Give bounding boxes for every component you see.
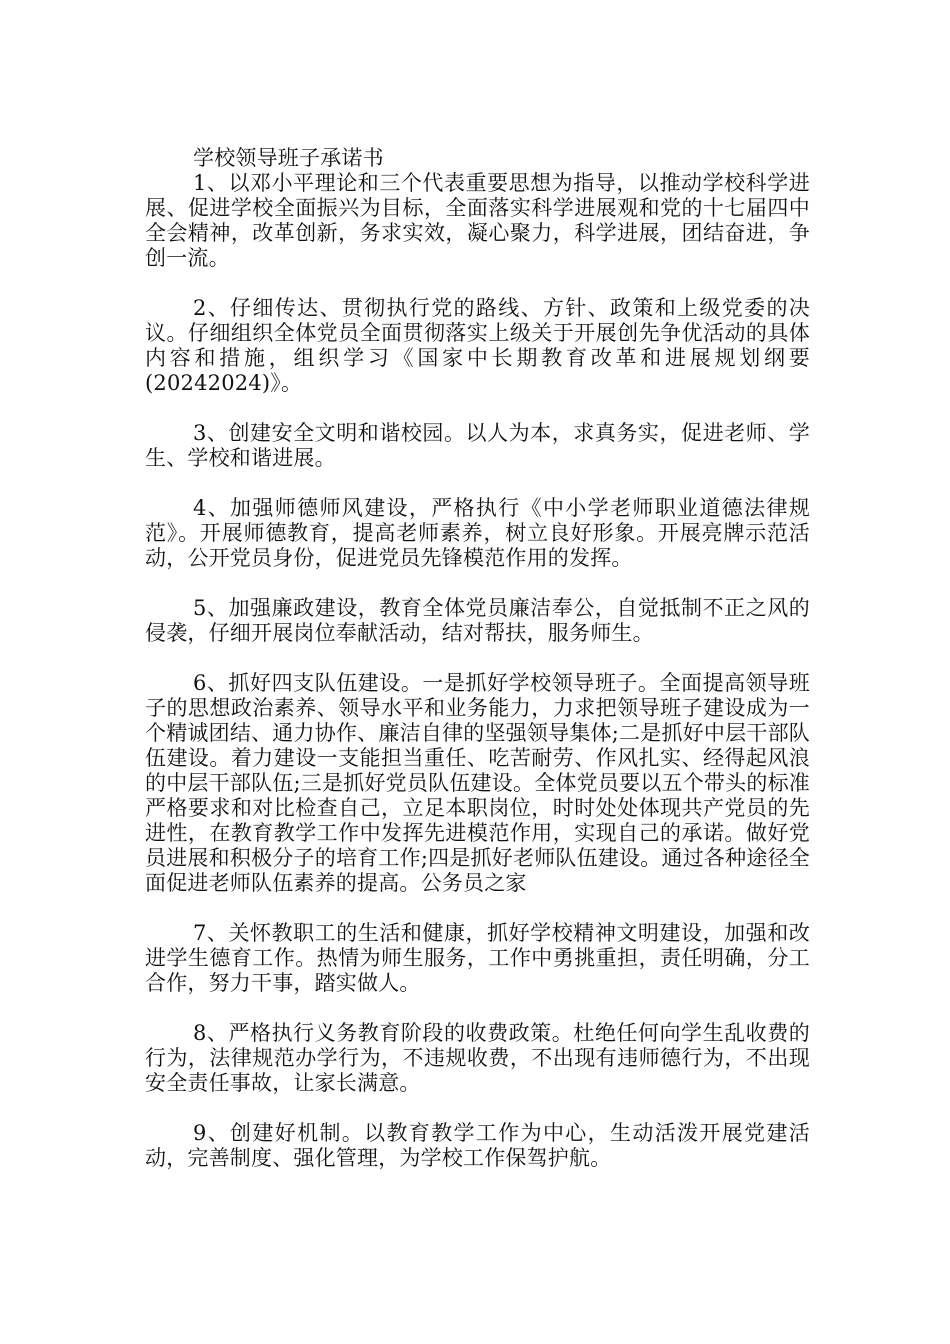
paragraph-6: 6、抓好四支队伍建设。一是抓好学校领导班子。全面提高领导班子的思想政治素养、领导水平和业务能力，力求把领导班子建设成为一个精诚团结、通力协作、廉洁自律的坚强领导集体;二是抓好中层干部队伍建设。着力建设一支能担当重任、吃苦耐劳、作风扎实、经得起风浪的中层干部队伍;三是抓好党员队伍建设。全体党员要以五个带头的标准严格要求和对比检查自己，立足本职岗位，时时处处体现共产党员的先进性，在教育教学工作中发挥先进模范作用，实现自己的承诺。做好党员进展和积极分子的培育工作;四是抓好老师队伍建设。通过各种途径全面促进老师队伍素养的提高。公务员之家 (145, 671, 810, 895)
paragraph-3: 3、创建安全文明和谐校园。以人为本，求真务实，促进老师、学生、学校和谐进展。 (145, 421, 810, 470)
document-title: 学校领导班子承诺书 (193, 146, 384, 170)
paragraph-5: 5、加强廉政建设，教育全体党员廉洁奉公，自觉抵制不正之风的侵袭，仔细开展岗位奉献活动，结对帮扶，服务师生。 (145, 596, 810, 645)
paragraph-9: 9、创建好机制。以教育教学工作为中心，生动活泼开展党建活动，完善制度、强化管理，为学校工作保驾护航。 (145, 1121, 810, 1170)
paragraph-8: 8、严格执行义务教育阶段的收费政策。杜绝任何向学生乱收费的行为，法律规范办学行为，不违规收费，不出现有违师德行为，不出现安全责任事故，让家长满意。 (145, 1021, 810, 1095)
paragraph-7: 7、关怀教职工的生活和健康，抓好学校精神文明建设，加强和改进学生德育工作。热情为师生服务，工作中勇挑重担，责任明确，分工合作，努力干事，踏实做人。 (145, 921, 810, 995)
paragraph-4: 4、加强师德师风建设，严格执行《中小学老师职业道德法律规范》。开展师德教育，提高老师素养，树立良好形象。开展亮牌示范活动，公开党员身份，促进党员先锋模范作用的发挥。 (145, 496, 810, 570)
paragraph-1: 1、以邓小平理论和三个代表重要思想为指导，以推动学校科学进展、促进学校全面振兴为目标，全面落实科学进展观和党的十七届四中全会精神，改革创新，务求实效，凝心聚力，科学进展，团结奋进，争创一流。 (145, 171, 810, 270)
paragraph-2: 2、仔细传达、贯彻执行党的路线、方针、政策和上级党委的决议。仔细组织全体党员全面贯彻落实上级关于开展创先争优活动的具体内容和措施，组织学习《国家中长期教育改革和进展规划纲要(20242024)》。 (145, 296, 810, 395)
document-body (145, 146, 810, 1171)
